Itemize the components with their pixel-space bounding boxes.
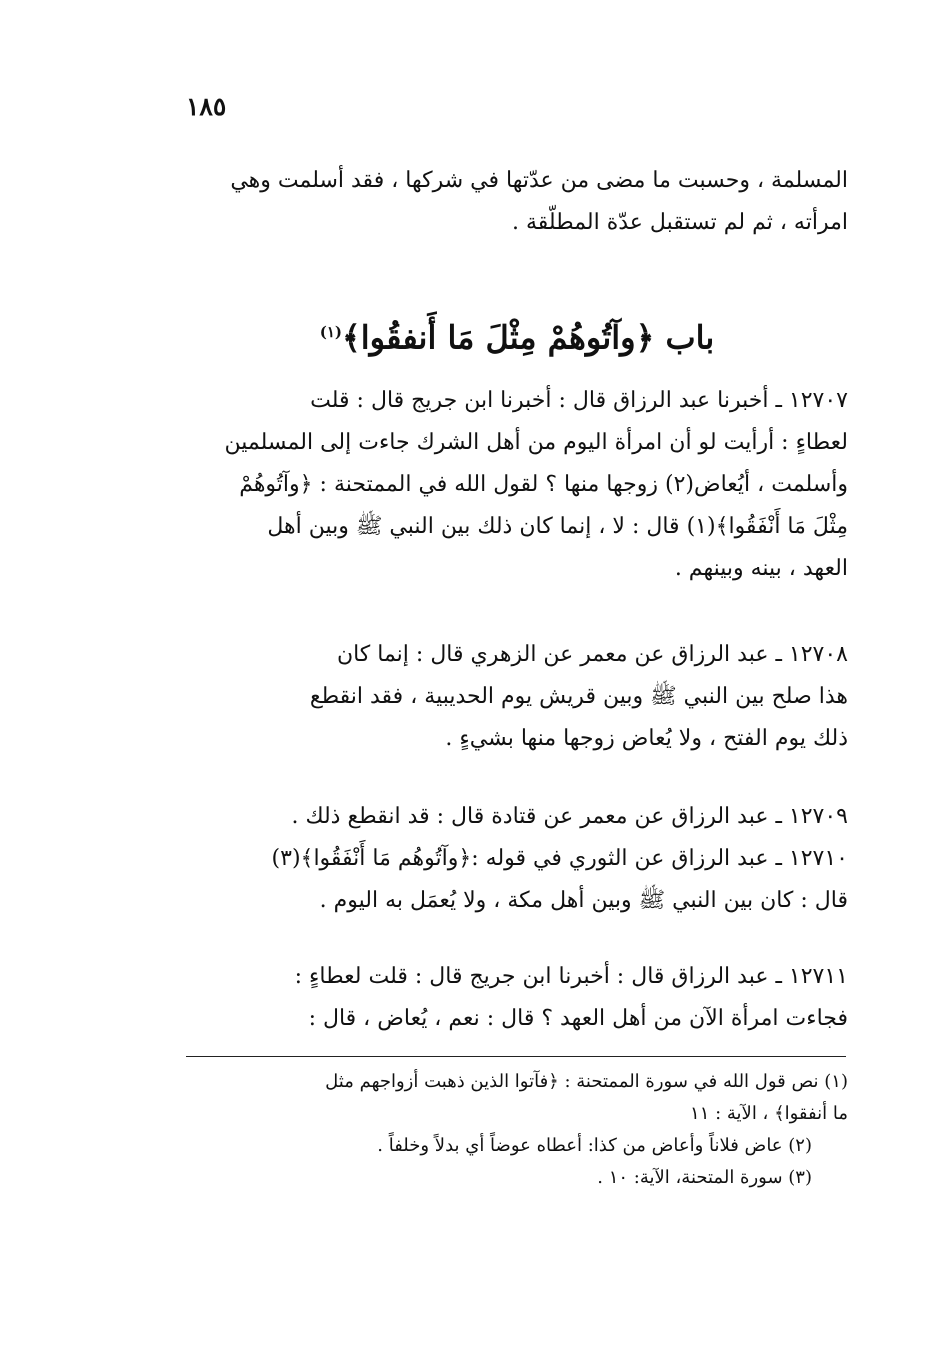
chapter-title <box>186 308 848 362</box>
footnote-2: (٢) عاض فلاناً وأعاض من كذا: أعطاه عوضاً أي بدلاً وخلفاً . <box>377 1135 812 1156</box>
footnotes <box>186 1066 848 1194</box>
text-line: ذلك يوم الفتح ، ولا يُعاض زوجها منها بشيءٍ . <box>445 726 848 751</box>
text-line: امرأته ، ثم لم تستقبل عدّة المطلّقة . <box>511 210 848 235</box>
text-line: مِثْلَ مَا أَنْفَقُوا﴾(١) قال : لا ، إنما كان ذلك بين النبي ﷺ وبين أهل <box>267 514 848 539</box>
page-number: ١٨٥ <box>186 92 227 121</box>
hadith-12707 <box>186 380 848 590</box>
text-line: ١٢٧١٠ ـ عبد الرزاق عن الثوري في قوله :﴿وآتُوهُم مَا أَنْفَقُوا﴾(٣) <box>271 846 848 871</box>
chapter-footnote-ref: (١) <box>319 323 342 341</box>
text-line: ١٢٧٠٧ ـ أخبرنا عبد الرزاق قال : أخبرنا ابن جريج قال : قلت <box>310 388 848 413</box>
footnote-1-line: (١) نص قول الله في سورة الممتحنة : ﴿فآتوا الذين ذهبت أزواجهم مثل <box>325 1071 848 1092</box>
text-line: المسلمة ، وحسبت ما مضى من عدّتها في شركها ، فقد أسلمت وهي <box>230 168 848 193</box>
footnote-divider <box>186 1056 846 1057</box>
footnote-3: (٣) سورة المتحنة، الآية: ١٠ . <box>597 1167 812 1188</box>
text-line: وأسلمت ، أيُعاض(٢) زوجها منها ؟ لقول الله في الممتحنة : ﴿وآتُوهُمْ <box>239 472 848 497</box>
intro-paragraph <box>186 160 848 244</box>
text-line: فجاءت امرأة الآن من أهل العهد ؟ قال : نعم ، يُعاض ، قال : <box>308 1006 848 1031</box>
text-line: ١٢٧٠٨ ـ عبد الرزاق عن معمر عن الزهري قال : إنما كان <box>336 642 848 667</box>
hadith-12709 <box>186 796 848 838</box>
text-line: ١٢٧١١ ـ عبد الرزاق قال : أخبرنا ابن جريج قال : قلت لعطاءٍ : <box>294 964 848 989</box>
hadith-12711 <box>186 956 848 1040</box>
footnote-1-line: ما أنفقوا﴾ ، الآية : ١١ <box>690 1103 848 1124</box>
text-line: ١٢٧٠٩ ـ عبد الرزاق عن معمر عن قتادة قال : قد انقطع ذلك . <box>291 804 848 829</box>
text-line: لعطاءٍ : أرأيت لو أن امرأة اليوم من أهل الشرك جاءت إلى المسلمين <box>224 430 848 455</box>
text-line: قال : كان بين النبي ﷺ وبين أهل مكة ، ولا يُعمَل به اليوم . <box>319 888 848 913</box>
text-line: العهد ، بينه وبينهم . <box>674 556 848 581</box>
hadith-12710 <box>186 838 848 922</box>
hadith-12708 <box>186 634 848 760</box>
text-line: هذا صلح بين النبي ﷺ وبين قريش يوم الحديبية ، فقد انقطع <box>309 684 848 709</box>
chapter-title-text: باب ﴿وآتُوهُمْ مِثْلَ مَا أَنفقُوا﴾ <box>341 318 715 357</box>
